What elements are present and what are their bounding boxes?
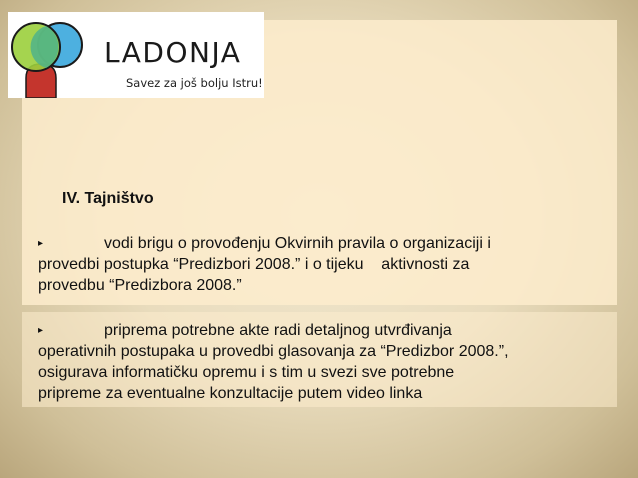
section-heading: IV. Tajništvo	[62, 190, 154, 207]
ladonja-logo	[8, 12, 264, 98]
bullet-text-line: provedbi postupka “Predizbori 2008.” i o tijeku aktivnosti za	[38, 256, 470, 273]
bullet-text-line: vodi brigu o provođenju Okvirnih pravila o organizaciji i	[104, 235, 491, 252]
logo-tagline: Savez za još bolju Istru!	[126, 76, 263, 90]
bullet-text-line: pripreme za eventualne konzultacije putem video linka	[38, 385, 423, 402]
bullet-marker-icon: ▸	[38, 238, 44, 249]
bullet-marker-icon: ▸	[38, 325, 44, 336]
bullet-text-line: priprema potrebne akte radi detaljnog utvrđivanja	[104, 322, 452, 339]
bullet-item	[38, 233, 598, 296]
bullet-text-line: operativnih postupaka u provedbi glasovanja za “Predizbor 2008.”,	[38, 343, 509, 360]
bullet-text-line: osigurava informatičku opremu i s tim u svezi sve potrebne	[38, 364, 455, 381]
bullet-item	[38, 320, 598, 404]
logo-name: LADONJA	[104, 36, 242, 69]
bullet-text-line: provedbu “Predizbora 2008.”	[38, 277, 242, 294]
